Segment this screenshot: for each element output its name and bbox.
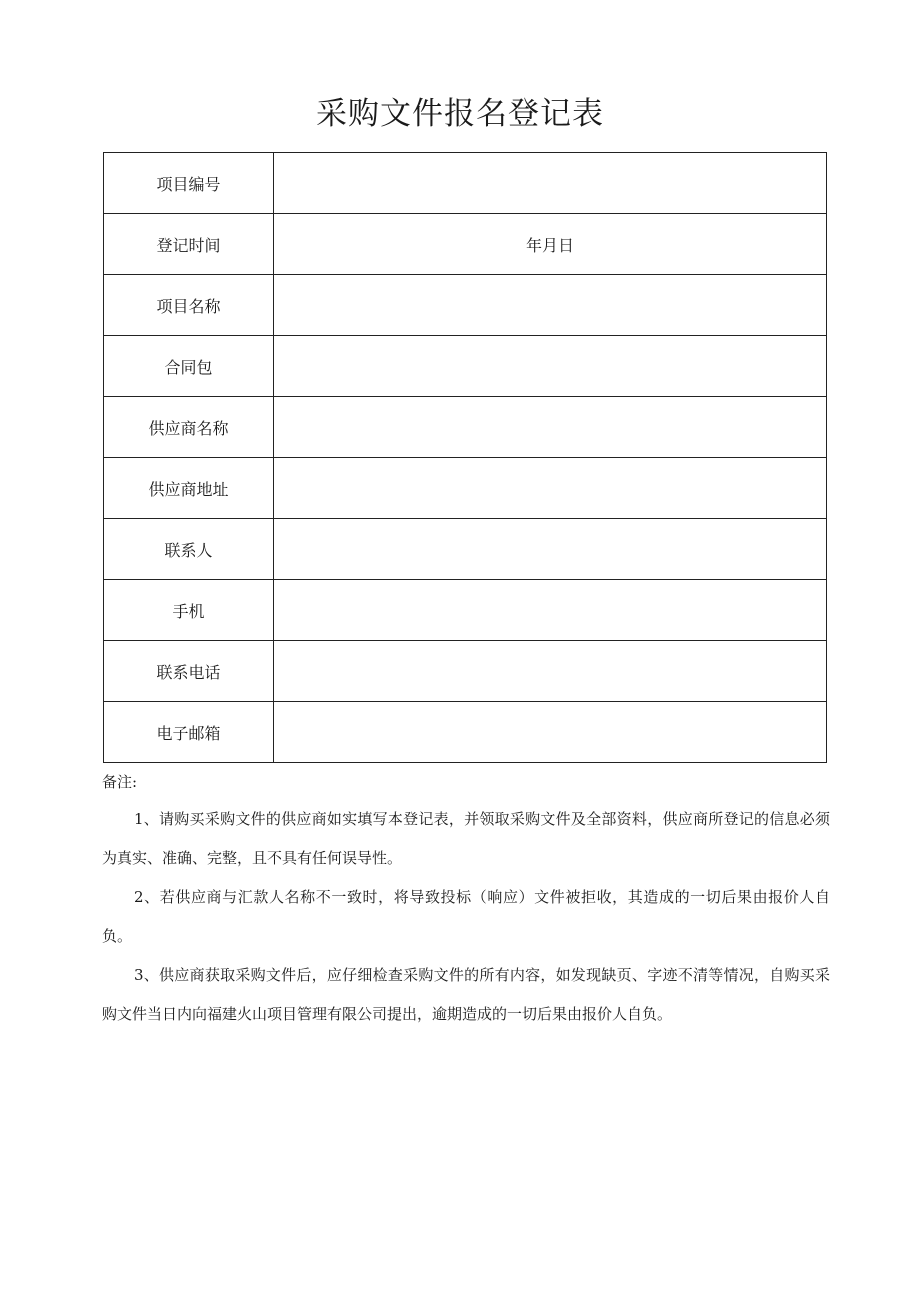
registration-table (103, 152, 827, 763)
row-project-number (104, 153, 827, 214)
row-supplier-address (104, 458, 827, 519)
row-email (104, 702, 827, 763)
field-registration-time[interactable]: 年月日 (274, 214, 827, 275)
row-mobile (104, 580, 827, 641)
row-contact-person (104, 519, 827, 580)
label-supplier-name: 供应商名称 (104, 397, 274, 458)
remarks-notes (102, 800, 830, 1034)
field-project-number[interactable] (274, 153, 827, 214)
field-mobile[interactable] (274, 580, 827, 641)
label-project-name: 项目名称 (104, 275, 274, 336)
label-project-number: 项目编号 (104, 153, 274, 214)
field-project-name[interactable] (274, 275, 827, 336)
field-phone[interactable] (274, 641, 827, 702)
field-contract-package[interactable] (274, 336, 827, 397)
row-project-name (104, 275, 827, 336)
field-contact-person[interactable] (274, 519, 827, 580)
label-contact-person: 联系人 (104, 519, 274, 580)
row-supplier-name (104, 397, 827, 458)
label-supplier-address: 供应商地址 (104, 458, 274, 519)
field-email[interactable] (274, 702, 827, 763)
remark-note: 1、请购买采购文件的供应商如实填写本登记表，并领取采购文件及全部资料，供应商所登记的信息必须为真实、准确、完整，且不具有任何误导性。 (102, 810, 830, 867)
remark-note: 2、若供应商与汇款人名称不一致时，将导致投标（响应）文件被拒收，其造成的一切后果由报价人自负。 (102, 888, 830, 945)
label-email: 电子邮箱 (104, 702, 274, 763)
label-registration-time: 登记时间 (104, 214, 274, 275)
row-contract-package (104, 336, 827, 397)
form-title: 采购文件报名登记表 (316, 96, 604, 132)
field-supplier-name[interactable] (274, 397, 827, 458)
remarks-label: 备注: (102, 773, 138, 791)
label-phone: 联系电话 (104, 641, 274, 702)
remark-note: 3、供应商获取采购文件后，应仔细检查采购文件的所有内容，如发现缺页、字迹不清等情况，自购买采购文件当日内向福建火山项目管理有限公司提出，逾期造成的一切后果由报价人自负。 (102, 966, 830, 1023)
row-registration-time (104, 214, 827, 275)
label-contract-package: 合同包 (104, 336, 274, 397)
label-mobile: 手机 (104, 580, 274, 641)
field-supplier-address[interactable] (274, 458, 827, 519)
row-phone (104, 641, 827, 702)
